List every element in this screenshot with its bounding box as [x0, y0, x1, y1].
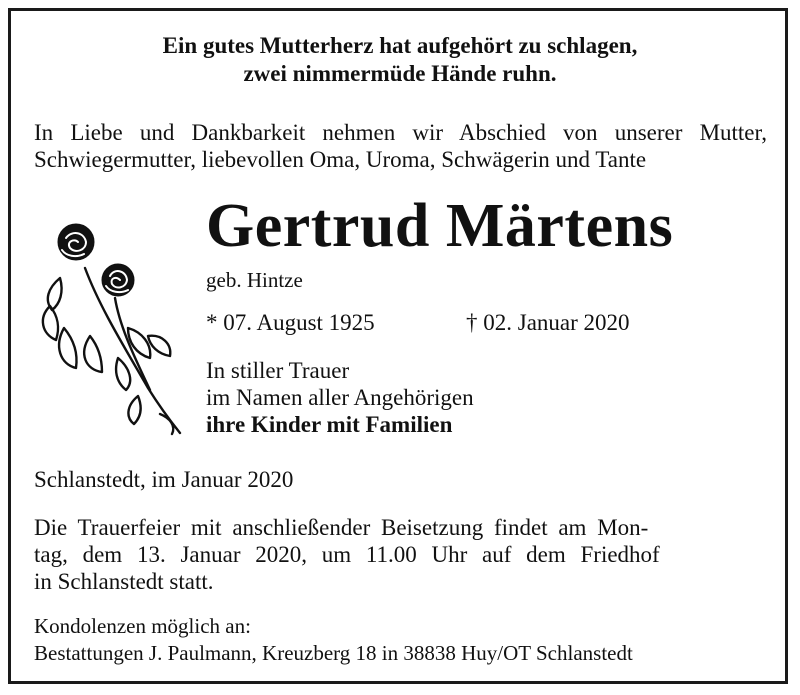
funeral-info-line-1: Die Trauerfeier mit anschließender Beisetzung findet am Mon-	[34, 515, 649, 540]
maiden-name: geb. Hintze	[206, 268, 303, 292]
condolence-label: Kondolenzen möglich an:	[34, 614, 251, 638]
birth-date: * 07. August 1925	[206, 310, 375, 335]
condolence-address: Bestattungen J. Paulmann, Kreuzberg 18 in 38838 Huy/OT Schlanstedt	[34, 641, 633, 665]
funeral-info-line-2: tag, dem 13. Januar 2020, um 11.00 Uhr auf dem Friedhof	[34, 542, 660, 567]
intro-text: In Liebe und Dankbarkeit nehmen wir Abschied von unserer Mutter, Schwiegermutter, liebevollen Oma, Uroma, Schwägerin und Tante	[34, 120, 767, 172]
motto-line-2: zwei nimmermüde Hände ruhn.	[243, 61, 557, 86]
death-date: † 02. Januar 2020	[466, 310, 630, 335]
rose-illustration-icon	[30, 218, 190, 440]
funeral-info-line-3: in Schlanstedt statt.	[34, 569, 214, 594]
motto-line-1: Ein gutes Mutterherz hat aufgehört zu schlagen,	[162, 33, 638, 58]
deceased-name: Gertrud Märtens	[206, 192, 674, 260]
mourners-line-1: In stiller Trauer	[206, 358, 350, 383]
place-date: Schlanstedt, im Januar 2020	[34, 467, 294, 492]
mourners-line-2: im Namen aller Angehörigen	[206, 385, 474, 410]
mourners-line-3: ihre Kinder mit Familien	[206, 412, 453, 437]
